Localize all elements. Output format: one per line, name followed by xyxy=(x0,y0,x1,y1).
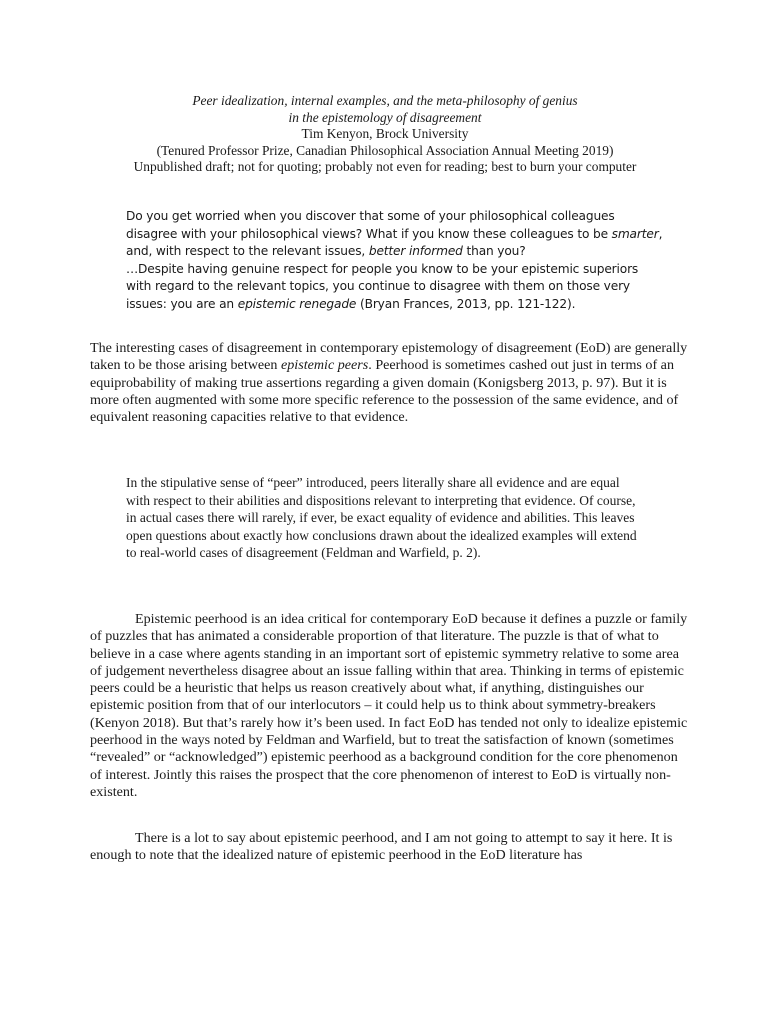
epigraph-quote xyxy=(126,208,666,313)
quote-text: Do you get worried when you discover that some of your philosophical colleagues disagree with your philosophical views? What if you know these colleagues to be xyxy=(126,209,615,241)
quote-emphasis: smarter xyxy=(611,226,659,241)
body-paragraph-2: Epistemic peerhood is an idea critical for contemporary EoD because it defines a puzzle or family of puzzles that has animated a considerable proportion of that literature. The puzzle is that of what to believe in a case where agents standing in an important sort of epistemic symmetry relative to some area of judgement nevertheless disagree about an issue falling within that area. Thinking in terms of epistemic peers could be a heuristic that helps us reason creatively about what, if anything, distinguishes our epistemic position from that of our interlocutors – it could help us to think about symmetry-breakers (Kenyon 2018). But that’s rarely how it’s been used. In fact EoD has tended not only to idealize epistemic peerhood in the ways noted by Feldman and Warfield, but to treat the satisfaction of known (sometimes “revealed” or “acknowledged”) epistemic peerhood as a background condition for the core phenomenon of interest. Jointly this raises the prospect that the core phenomenon of interest to EoD is virtually non-existent. xyxy=(90,611,688,800)
paragraph-text: The interesting cases of disagreement in contemporary epistemology of disagreement (EoD) are generally taken to be those arising between xyxy=(90,340,688,374)
block-quote: In the stipulative sense of “peer” introduced, peers literally share all evidence and are equal with respect to their abilities and dispositions relevant to interpreting that evidence. Of course, in actual cases there will rarely, if ever, be exact equality of evidence and abilities. This leaves open questions about exactly how conclusions drawn about the idealized examples will extend to real-world cases of disagreement (Feldman and Warfield, p. 2). xyxy=(126,475,637,561)
quote-emphasis: epistemic renegade xyxy=(237,296,357,311)
quote-emphasis: better informed xyxy=(368,244,463,258)
quote-citation: (Bryan Frances, 2013, pp. 121-122). xyxy=(356,296,576,311)
paragraph-text: . Peerhood is sometimes cashed out just in terms of an equiprobability of making true assertions regarding a given domain (Konigsberg 2013, p. 97). But it is more often augmented with some more specific reference to the possession of the same evidence, and of equivalent reasoning capacities relative to that evidence. xyxy=(90,357,679,426)
quote-text: than you? xyxy=(462,244,526,258)
document-header xyxy=(60,93,710,176)
paragraph-emphasis: epistemic peers xyxy=(281,357,369,374)
body-paragraph-1 xyxy=(90,340,690,426)
body-paragraph-3: There is a lot to say about epistemic peerhood, and I am not going to attempt to say it here. It is enough to note that the idealized nature of epistemic peerhood in the EoD literature has xyxy=(90,830,673,864)
prize-line: (Tenured Professor Prize, Canadian Philosophical Association Annual Meeting 2019) xyxy=(156,142,614,158)
quote-text: , and, with respect to the relevant issues, xyxy=(126,226,663,258)
author-line: Tim Kenyon, Brock University xyxy=(301,126,469,141)
paper-title-line-2: in the epistemology of disagreement xyxy=(288,109,482,125)
draft-note: Unpublished draft; not for quoting; probably not even for reading; best to burn your computer xyxy=(133,159,637,174)
quote-text: …Despite having genuine respect for people you know to be your epistemic superiors with regard to the relevant topics, you continue to disagree with them on those very issues: you are an xyxy=(126,261,639,311)
paper-title-line-1: Peer idealization, internal examples, and the meta-philosophy of genius xyxy=(192,93,578,108)
